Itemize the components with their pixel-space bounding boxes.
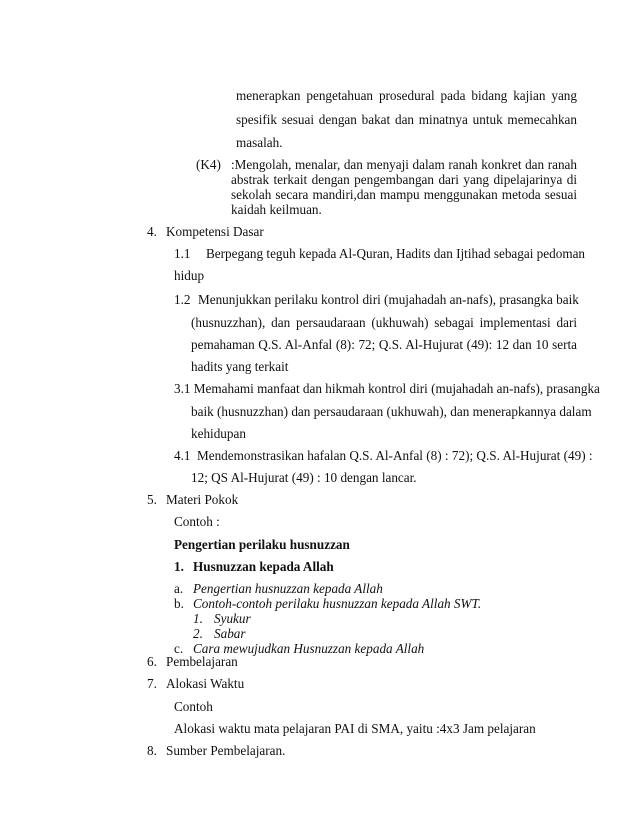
k4-line-1: :Mengolah, menalar, dan menyaji dalam ranah konkret dan ranah (231, 157, 577, 172)
item-b-mark: b. (174, 596, 184, 611)
kd-4-1-line-2: 12; QS Al-Hujurat (49) : 10 dengan lancar. (191, 470, 417, 485)
kd-4-1-number: 4.1 (174, 448, 191, 463)
section-4-number: 4. (147, 224, 157, 239)
k4-line-4: kaidah keilmuan. (231, 202, 322, 217)
k4-label: (K4) (196, 157, 221, 172)
kd-1-2-line-4: hadits yang terkait (191, 359, 289, 374)
kd-1-2-number: 1.2 (174, 292, 191, 307)
item-b1-text: Syukur (214, 611, 251, 626)
kd-1-1-line-1: Berpegang teguh kepada Al-Quran, Hadits dan Ijtihad sebagai pedoman (206, 246, 586, 261)
intro-line-1: menerapkan pengetahuan prosedural pada bidang kajian yang (236, 88, 577, 103)
section-6-number: 6. (147, 654, 157, 669)
kd-1-1-number: 1.1 (174, 246, 191, 261)
section-7-contoh: Contoh (174, 699, 213, 714)
kd-1-2-line-1: Menunjukkan perilaku kontrol diri (mujahadah an-nafs), prasangka baik (198, 292, 579, 307)
item-c-mark: c. (174, 641, 184, 656)
section-5-contoh: Contoh : (174, 514, 220, 529)
intro-line-3: masalah. (236, 135, 283, 150)
item-b2-mark: 2. (193, 626, 203, 641)
intro-line-2: spesifik sesuai dengan bakat dan minatnya untuk memecahkan (236, 112, 577, 127)
section-4-title: Kompetensi Dasar (166, 224, 264, 239)
section-5-number: 5. (147, 492, 157, 507)
section-5-title: Materi Pokok (166, 492, 239, 507)
section-8-title: Sumber Pembelajaran. (166, 743, 286, 758)
kd-4-1-line-1: Mendemonstrasikan hafalan Q.S. Al-Anfal (8) : 72); Q.S. Al-Hujurat (49) : (197, 448, 593, 463)
section-7-text: Alokasi waktu mata pelajaran PAI di SMA, yaitu :4x3 Jam pelajaran (174, 721, 536, 736)
kd-3-1-line-3: kehidupan (191, 426, 246, 441)
section-6-title: Pembelajaran (166, 654, 238, 669)
kd-3-1-line-1: 3.1 Memahami manfaat dan hikmah kontrol diri (mujahadah an-nafs), prasangka (174, 381, 600, 396)
item-b-text: Contoh-contoh perilaku husnuzzan kepada Allah SWT. (193, 596, 482, 611)
kd-1-1-line-2: hidup (174, 268, 205, 283)
sub-1-number: 1. (174, 559, 184, 574)
item-a-mark: a. (174, 581, 184, 596)
k4-line-3: sekolah secara mandiri,dan mampu menggunakan metoda sesuai (231, 187, 577, 202)
k4-line-2: abstrak terkait dengan pengembangan dari yang dipelajarinya di (231, 172, 577, 187)
item-c-text: Cara mewujudkan Husnuzzan kepada Allah (193, 641, 425, 656)
item-b1-mark: 1. (193, 611, 203, 626)
section-7-title: Alokasi Waktu (166, 676, 245, 691)
section-7-number: 7. (147, 676, 157, 691)
kd-1-2-line-2: (husnuzzhan), dan persaudaraan (ukhuwah) sebagai implementasi dari (191, 315, 577, 330)
kd-1-2-line-3: pemahaman Q.S. Al-Anfal (8): 72; Q.S. Al-Hujurat (49): 12 dan 10 serta (191, 337, 577, 352)
sub-1-label: Husnuzzan kepada Allah (193, 559, 334, 574)
section-8-number: 8. (147, 743, 157, 758)
kd-3-1-line-2: baik (husnuzzhan) dan persaudaraan (ukhuwah), dan menerapkannya dalam (191, 404, 592, 419)
item-b2-text: Sabar (214, 626, 246, 641)
section-5-heading: Pengertian perilaku husnuzzan (174, 537, 350, 552)
item-a-text: Pengertian husnuzzan kepada Allah (193, 581, 383, 596)
